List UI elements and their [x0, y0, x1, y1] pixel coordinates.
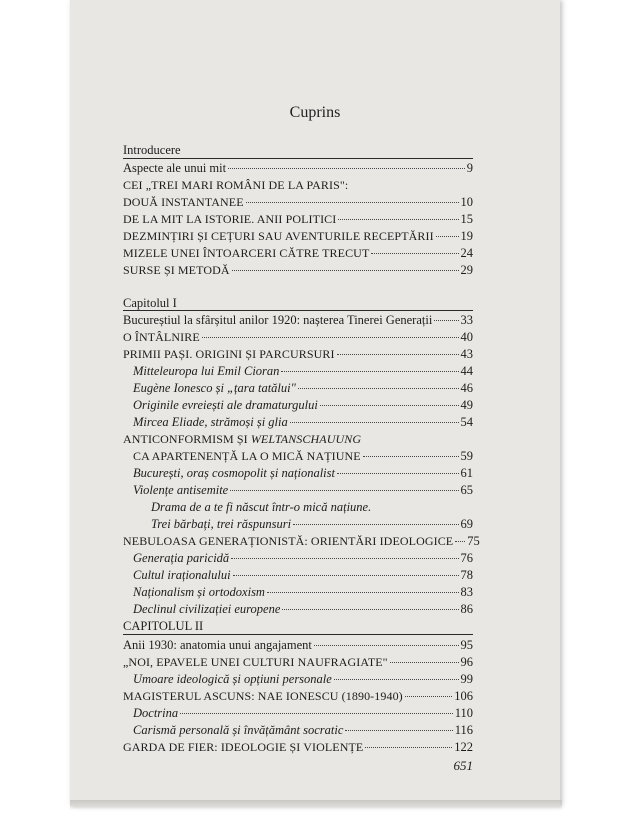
- toc-subentry: [133, 364, 473, 378]
- toc-entry-label: Umoare ideologică și opțiuni personale: [133, 672, 332, 686]
- toc-subentry: [133, 723, 473, 737]
- toc-entry: [123, 178, 473, 192]
- toc-entry-label: Aspecte ale unui mit: [123, 161, 227, 175]
- toc-entry-label: MAGISTERUL ASCUNS: NAE IONESCU (1890-1940): [123, 689, 403, 703]
- toc-page-number: 54: [460, 415, 473, 429]
- toc-section-heading: [123, 143, 473, 157]
- dot-leader: [338, 219, 458, 220]
- dot-leader: [282, 609, 458, 610]
- dot-leader: [334, 679, 459, 680]
- dot-leader: [390, 662, 459, 663]
- toc-page-number: 40: [460, 330, 473, 344]
- toc-entry-label: CAPITOLUL II: [123, 619, 204, 633]
- dot-leader: [365, 747, 452, 748]
- toc-subentry: [151, 500, 473, 514]
- toc-entry: [123, 347, 473, 361]
- section-rule: [123, 158, 473, 159]
- toc-entry-label: Declinul civilizației europene: [133, 602, 281, 616]
- toc-page-number: 76: [460, 551, 473, 565]
- toc-entry: [123, 655, 473, 669]
- toc-entry-label: Naționalism și ortodoxism: [133, 585, 265, 599]
- toc-entry-label: Doctrina: [133, 706, 179, 720]
- dot-leader: [246, 202, 459, 203]
- toc-entry-label: CEI „TREI MARI ROMÂNI DE LA PARIS":: [123, 178, 349, 192]
- toc-page-number: 33: [460, 313, 473, 327]
- toc-entry-label: Capitolul I: [123, 296, 177, 310]
- toc-subentry: [133, 415, 473, 429]
- toc-page-number: 116: [454, 723, 473, 737]
- dot-leader: [320, 405, 459, 406]
- toc-subentry: [133, 602, 473, 616]
- dot-leader: [290, 422, 459, 423]
- toc-entry: [123, 689, 473, 703]
- toc-page-number: 75: [467, 534, 480, 548]
- toc-page-number: 59: [460, 449, 473, 463]
- toc-entry-label: Mitteleuropa lui Emil Cioran: [133, 364, 280, 378]
- toc-entry-label: Cultul iraționalului: [133, 568, 231, 582]
- toc-page-number: 106: [454, 689, 473, 703]
- dot-leader: [281, 371, 458, 372]
- dot-leader: [293, 524, 458, 525]
- toc-page-number: 95: [460, 638, 473, 652]
- toc-page-number: 10: [460, 195, 473, 209]
- toc-section-heading: [123, 296, 473, 310]
- dot-leader: [233, 575, 459, 576]
- toc-subentry: [133, 483, 473, 497]
- toc-page-number: 9: [466, 161, 473, 175]
- toc-entry: [123, 161, 473, 175]
- toc-subentry: [133, 672, 473, 686]
- toc-page-number: 15: [460, 212, 473, 226]
- section-rule: [123, 634, 473, 635]
- toc-entry: [123, 263, 473, 277]
- toc-page-number: 29: [460, 263, 473, 277]
- toc-page-number: 65: [460, 483, 473, 497]
- toc-entry-label: MIZELE UNEI ÎNTOARCERI CĂTRE TRECUT: [123, 246, 370, 260]
- page-title: Cuprins: [289, 104, 341, 121]
- toc-page-number: 122: [454, 740, 473, 754]
- dot-leader: [371, 253, 458, 254]
- toc-page-number: 99: [460, 672, 473, 686]
- toc-entry: [123, 212, 473, 226]
- page-number-folio: 651: [453, 758, 473, 773]
- toc-page-number: 24: [460, 246, 473, 260]
- toc-subentry: [133, 398, 473, 412]
- toc-entry-label: NEBULOASA GENERAȚIONISTĂ: ORIENTĂRI IDEOLOGICE: [123, 534, 454, 548]
- toc-entry-label: SURSE ȘI METODĂ: [123, 263, 230, 277]
- dot-leader: [180, 713, 453, 714]
- toc-entry: [123, 246, 473, 260]
- toc-page-number: 96: [460, 655, 473, 669]
- toc-page-number: 83: [460, 585, 473, 599]
- toc-page-number: 44: [460, 364, 473, 378]
- dot-leader: [345, 730, 452, 731]
- toc-subentry: [133, 551, 473, 565]
- toc-entry-label: Drama de a te fi născut într-o mică națiune.: [151, 500, 372, 514]
- toc-entry-label: GARDA DE FIER: IDEOLOGIE ȘI VIOLENȚE: [123, 740, 364, 754]
- toc-page-number: 19: [460, 229, 473, 243]
- toc-entry-label: București, oraș cosmopolit și naționalist: [133, 466, 335, 480]
- dot-leader: [337, 473, 459, 474]
- toc-entry: [133, 449, 473, 463]
- dot-leader: [436, 236, 459, 237]
- toc-entry: [123, 638, 473, 652]
- dot-leader: [434, 320, 458, 321]
- dot-leader: [232, 270, 459, 271]
- toc-page-number: 46: [460, 381, 473, 395]
- toc-entry-label: DOUĂ INSTANTANEE: [123, 195, 244, 209]
- dot-leader: [337, 354, 459, 355]
- dot-leader: [267, 592, 459, 593]
- toc-entry-label: ANTICONFORMISM ȘI: [123, 432, 251, 446]
- toc-entry-label: Introducere: [123, 143, 181, 157]
- toc-entry-label: Anii 1930: anatomia unui angajament: [123, 638, 312, 652]
- toc-entry-label: Eugène Ionesco și „țara tatălui": [133, 381, 296, 395]
- toc-entry-label: PRIMII PAȘI. ORIGINI ȘI PARCURSURI: [123, 347, 335, 361]
- toc-entry: [123, 432, 473, 446]
- toc-entry: [123, 229, 473, 243]
- toc-page-number: 49: [460, 398, 473, 412]
- dot-leader: [314, 645, 459, 646]
- toc-entry: [123, 195, 473, 209]
- dot-leader: [298, 388, 459, 389]
- toc-subentry: [133, 466, 473, 480]
- toc-page-number: 69: [460, 517, 473, 531]
- section-rule: [123, 310, 473, 311]
- toc-entry-label: Mircea Eliade, strămoși și glia: [133, 415, 288, 429]
- dot-leader: [230, 490, 458, 491]
- toc-entry: [123, 534, 480, 548]
- toc-entry-label: Carismă personală și învățământ socratic: [133, 723, 344, 737]
- dot-leader: [202, 337, 459, 338]
- toc-page-number: 78: [460, 568, 473, 582]
- dot-leader: [455, 541, 465, 542]
- dot-leader: [228, 168, 465, 169]
- toc-entry-label: Trei bărbați, trei răspunsuri: [151, 517, 292, 531]
- toc-subentry: [133, 585, 473, 599]
- toc-entry: [123, 313, 473, 327]
- toc-subentry: [133, 381, 473, 395]
- toc-subentry: [133, 706, 473, 720]
- toc-page-number: 86: [460, 602, 473, 616]
- toc-entry-label: DEZMINȚIRI ȘI CEȚURI SAU AVENTURILE RECEPTĂRII: [123, 229, 434, 243]
- toc-page-number: 61: [460, 466, 473, 480]
- toc-subentry: [133, 568, 473, 582]
- dot-leader: [363, 456, 459, 457]
- dot-leader: [405, 696, 452, 697]
- toc-page-number: 43: [460, 347, 473, 361]
- page-edge-shadow: [70, 800, 562, 810]
- toc-entry-label: O ÎNTÂLNIRE: [123, 330, 200, 344]
- toc-entry-label: Generația paricidă: [133, 551, 230, 565]
- toc-entry-label-italic: WELTANSCHAUUNG: [250, 432, 362, 446]
- toc-entry: [123, 330, 473, 344]
- dot-leader: [231, 558, 458, 559]
- toc-subentry: [151, 517, 473, 531]
- toc-section-heading: [123, 619, 473, 633]
- toc-entry-label: Originile evreiești ale dramaturgului: [133, 398, 318, 412]
- toc-page-number: 110: [454, 706, 473, 720]
- toc-entry-label: Violențe antisemite: [133, 483, 229, 497]
- toc-entry-label: Bucureștiul la sfârșitul anilor 1920: nașterea Tinerei Generații: [123, 313, 433, 327]
- toc-entry-label: CA APARTENENȚĂ LA O MICĂ NAȚIUNE: [133, 449, 361, 463]
- toc-entry-label: DE LA MIT LA ISTORIE. ANII POLITICI: [123, 212, 337, 226]
- toc-entry: [123, 740, 473, 754]
- toc-entry-label: „NOI, EPAVELE UNEI CULTURI NAUFRAGIATE": [123, 655, 388, 669]
